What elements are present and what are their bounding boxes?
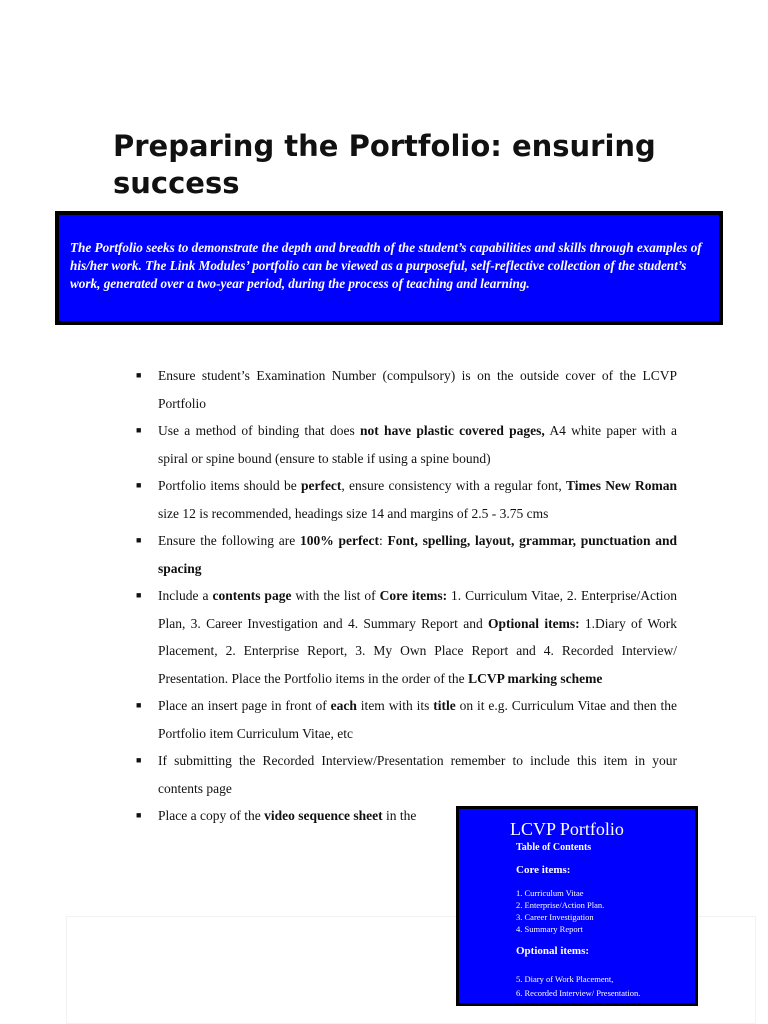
- intro-text: The Portfolio seeks to demonstrate the depth and breadth of the student’s capabilities and skills through examples of his/her work. The Link Modules’ portfolio can be viewed as a purposeful, self-reflective collection of the student’s work, generated over a two-year period, during the process of teaching and learning.: [70, 240, 702, 291]
- toc-core-item: 2. Enterprise/Action Plan.: [516, 900, 605, 910]
- toc-core-item: 3. Career Investigation: [516, 912, 594, 922]
- item-emphasis: Font, spelling, layout, grammar, punctuation and spacing: [158, 533, 677, 576]
- item-text: Ensure student’s Examination Number (compulsory) is on the outside cover of the LCVP Portfolio: [158, 368, 677, 411]
- item-text: If submitting the Recorded Interview/Presentation remember to include this item in your contents page: [158, 753, 677, 796]
- item-text: 1.Diary of Work Placement, 2. Enterprise Report, 3. My Own Place Report and 4. Recorded Interview/ Presentation. Place the Portfolio items in the order of the: [158, 615, 678, 686]
- toc-optional-item: 6. Recorded Interview/ Presentation.: [516, 988, 641, 998]
- list-item: [136, 417, 677, 472]
- item-emphasis: not have plastic covered pages,: [360, 423, 545, 438]
- toc-core-heading: Core items:: [516, 864, 571, 876]
- list-item: [136, 472, 677, 527]
- item-text: Portfolio items should be: [158, 478, 301, 493]
- bullet-icon: ■: [136, 700, 142, 710]
- item-text: :: [378, 533, 388, 548]
- item-text: with the list of: [291, 588, 380, 603]
- item-emphasis: Times New Roman: [566, 478, 678, 493]
- list-item: [136, 527, 677, 582]
- bullet-icon: ■: [136, 480, 142, 490]
- bullet-icon: ■: [136, 425, 142, 435]
- item-text: Include a: [158, 588, 213, 603]
- list-item: [136, 692, 677, 747]
- item-emphasis: each: [330, 698, 357, 713]
- bullet-icon: ■: [136, 535, 142, 545]
- intro-box: [55, 211, 723, 325]
- list-item: [136, 582, 677, 692]
- toc-optional-heading: Optional items:: [516, 945, 590, 957]
- toc-core-item: 4. Summary Report: [516, 924, 583, 934]
- toc-image: [456, 806, 698, 1006]
- item-text: Ensure the following are: [158, 533, 300, 548]
- item-emphasis: perfect: [300, 478, 342, 493]
- item-text: 1. Curriculum Vitae, 2. Enterprise/Action Plan, 3. Career Investigation and 4. Summary Report and: [158, 588, 678, 631]
- item-text: Use a method of binding that does: [158, 423, 361, 438]
- item-text: , ensure consistency with a regular font,: [341, 478, 567, 493]
- guidelines-list: [136, 362, 677, 830]
- page-title: Preparing the Portfolio: ensuring success: [113, 129, 656, 200]
- list-item: [136, 747, 677, 802]
- item-text: Place a copy of the: [158, 808, 265, 823]
- item-text: A4 white paper with a spiral or spine bound (ensure to stable if using a spine bound): [158, 423, 677, 466]
- list-item: [136, 362, 677, 417]
- item-emphasis: Core items:: [379, 588, 448, 603]
- item-emphasis: title: [433, 698, 456, 713]
- bullet-icon: ■: [136, 755, 142, 765]
- item-emphasis: LCVP marking scheme: [468, 670, 603, 686]
- bullet-icon: ■: [136, 370, 142, 380]
- toc-optional-item: 5. Diary of Work Placement,: [516, 974, 614, 984]
- bullet-icon: ■: [136, 590, 142, 600]
- item-text: size 12 is recommended, headings size 14 and margins of 2.5 - 3.75 cms: [158, 505, 549, 521]
- toc-subtitle: Table of Contents: [516, 842, 592, 853]
- item-emphasis: contents page: [212, 588, 292, 603]
- item-text: item with its: [356, 698, 434, 713]
- toc-optional-list: [516, 972, 640, 1000]
- toc-core-item: 1. Curriculum Vitae: [516, 888, 584, 898]
- item-text: on it e.g. Curriculum Vitae and then the Portfolio item Curriculum Vitae, etc: [158, 698, 677, 741]
- item-text: in the: [382, 808, 417, 823]
- item-emphasis: video sequence sheet: [264, 808, 383, 823]
- item-emphasis: 100% perfect: [299, 533, 379, 548]
- toc-core-list: [516, 887, 604, 935]
- item-emphasis: Optional items:: [488, 615, 580, 631]
- bullet-icon: ■: [136, 810, 142, 820]
- item-text: Place an insert page in front of: [158, 698, 331, 713]
- toc-title: LCVP Portfolio: [510, 819, 624, 839]
